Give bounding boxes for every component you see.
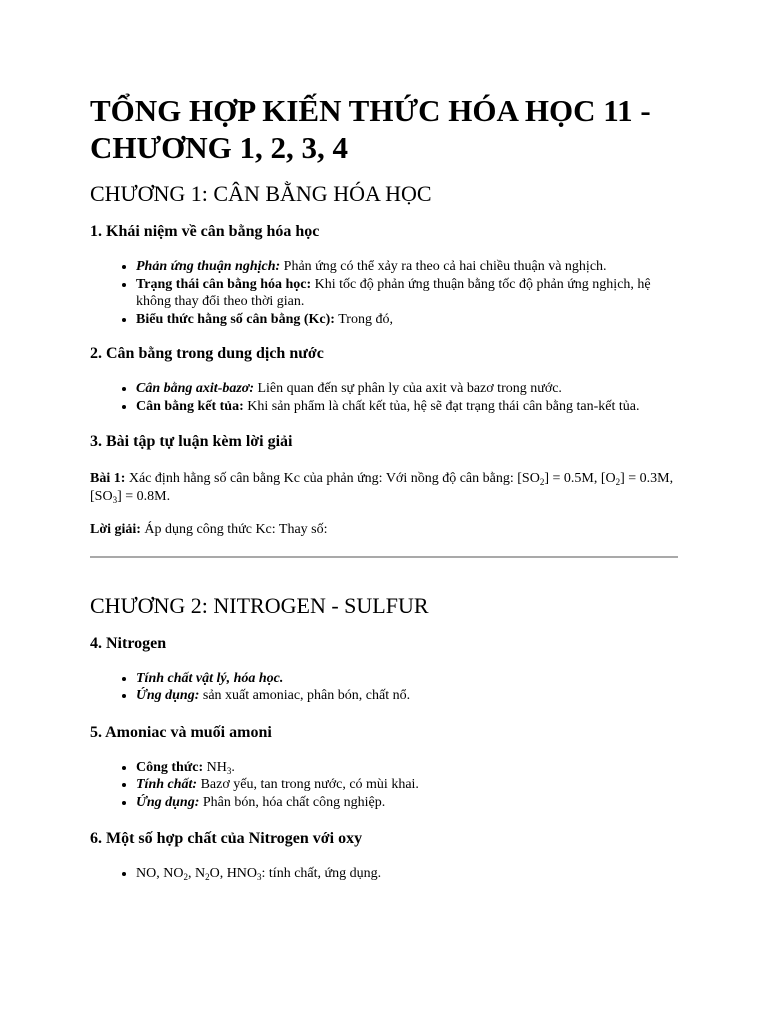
subscript: 2 xyxy=(205,872,210,882)
exercise-text: ] = 0.8M. xyxy=(117,488,171,504)
item-text: Liên quan đến sự phân ly của axit và bazơ trong nước. xyxy=(253,381,562,396)
exercise-text: ] = 0.5M, [O xyxy=(544,471,616,486)
section-2-heading: 2. Cân bằng trong dung dịch nước xyxy=(90,345,324,362)
list-item xyxy=(136,276,678,311)
section-4-heading: 4. Nitrogen xyxy=(90,634,167,652)
exercise-text: Xác định hằng số cân bằng Kc của phản ứng: Với nồng độ cân bằng: [SO xyxy=(125,471,540,486)
subscript: 3 xyxy=(226,765,232,776)
item-label: Tính chất vật lý, hóa học. xyxy=(136,670,284,686)
compound-text: , N xyxy=(187,866,206,881)
section-6-heading: 6. Một số hợp chất của Nitrogen với oxy xyxy=(90,830,363,847)
item-label: Cân bằng kết tủa: xyxy=(136,398,244,414)
exercise-text: ] = 0.3M, [SO xyxy=(90,471,674,504)
item-text: Trong đó, xyxy=(334,311,393,327)
item-label: Công thức: xyxy=(136,759,204,775)
compound-text: NO, NO xyxy=(136,866,184,881)
subscript: 3 xyxy=(257,872,262,882)
compound-text: O, HNO xyxy=(209,866,258,881)
item-label: Ứng dụng: xyxy=(136,688,200,703)
item-text: sản xuất amoniac, phân bón, chất nổ. xyxy=(199,688,411,703)
item-label: Trạng thái cân bằng hóa học: xyxy=(136,276,312,292)
item-text: Khi tốc độ phản ứng thuận bằng tốc độ phản ứng nghịch, hệ không thay đổi theo thời gian. xyxy=(136,276,651,309)
compound-text: : tính chất, ứng dụng. xyxy=(261,866,382,881)
subscript: 2 xyxy=(615,477,621,487)
list-item xyxy=(136,258,678,276)
item-text: Phản ứng có thể xảy ra theo cả hai chiều thuận và nghịch. xyxy=(280,259,607,274)
item-text: Khi sản phẩm là chất kết tủa, hệ sẽ đạt trạng thái cân bằng tan-kết tủa. xyxy=(243,398,640,414)
section-3-heading: 3. Bài tập tự luận kèm lời giải xyxy=(90,433,293,450)
item-label: Ứng dụng: xyxy=(136,794,200,810)
section-1-list xyxy=(90,258,678,328)
section-divider xyxy=(90,556,678,558)
chapter-1-heading: CHƯƠNG 1: CÂN BẰNG HÓA HỌC xyxy=(90,181,432,206)
item-text: Phân bón, hóa chất công nghiệp. xyxy=(199,794,386,810)
item-label: Cân bằng axit-bazơ: xyxy=(136,381,254,396)
section-5-heading: 5. Amoniac và muối amoni xyxy=(90,723,272,741)
list-item xyxy=(136,398,678,416)
item-label: Biểu thức hằng số cân bằng (Kc): xyxy=(136,311,335,327)
section-6-list xyxy=(90,865,678,883)
list-item xyxy=(136,311,678,329)
list-item xyxy=(136,687,678,705)
exercise-paragraph xyxy=(90,470,678,505)
item-text: Bazơ yếu, tan trong nước, có mùi khai. xyxy=(197,777,419,792)
list-item xyxy=(136,670,678,688)
section-1-heading: 1. Khái niệm về cân bằng hóa học xyxy=(90,223,320,240)
chapter-2-heading: CHƯƠNG 2: NITROGEN - SULFUR xyxy=(90,592,429,618)
exercise-label: Bài 1: xyxy=(90,471,126,486)
item-label: Phản ứng thuận nghịch: xyxy=(136,259,281,274)
solution-text: Áp dụng công thức Kc: Thay số: xyxy=(140,522,328,537)
subscript: 2 xyxy=(183,872,188,882)
section-2-list xyxy=(90,380,678,415)
document-title: TỔNG HỢP KIẾN THỨC HÓA HỌC 11 - CHƯƠNG 1, 2, 3, 4 xyxy=(90,93,651,165)
list-item xyxy=(136,776,678,794)
solution-paragraph xyxy=(90,521,678,539)
list-item xyxy=(136,759,678,777)
list-item xyxy=(136,865,678,883)
list-item xyxy=(136,380,678,398)
item-label: Tính chất: xyxy=(136,777,198,792)
section-5-list xyxy=(90,759,678,812)
list-item xyxy=(136,794,678,812)
subscript: 2 xyxy=(539,477,545,487)
subscript: 3 xyxy=(112,494,118,505)
formula-text: . xyxy=(231,759,235,775)
solution-label: Lời giải: xyxy=(90,522,141,537)
formula-text: NH xyxy=(203,759,227,775)
section-4-list xyxy=(90,670,678,705)
